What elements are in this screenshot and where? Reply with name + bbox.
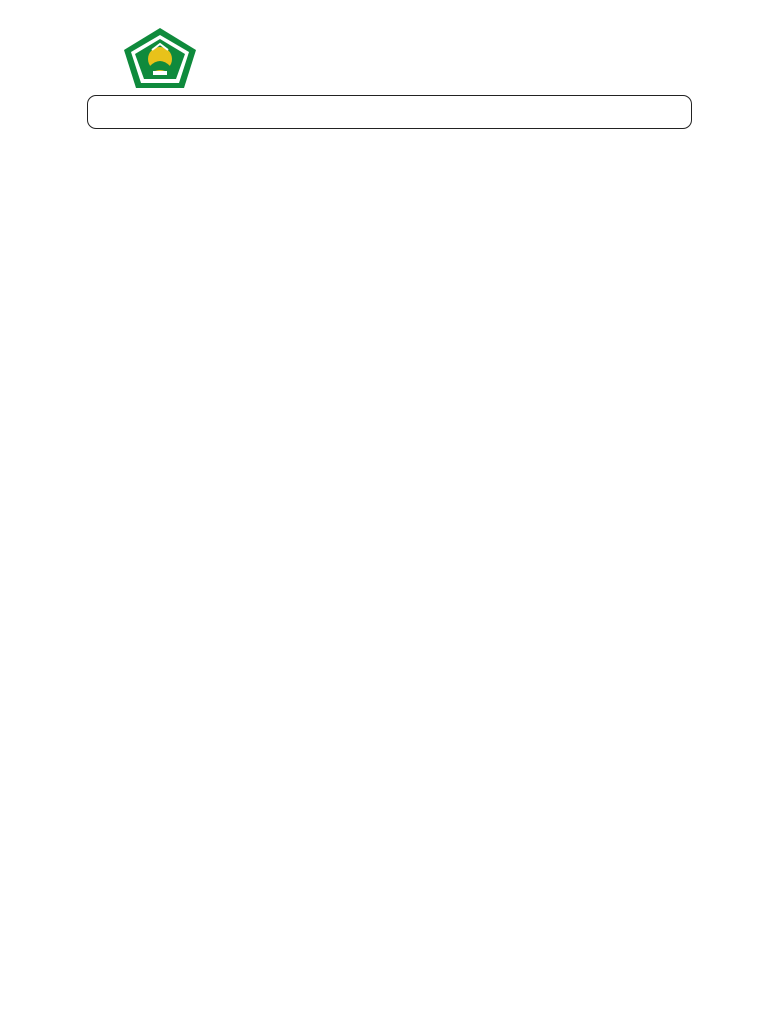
exam-info-box — [87, 95, 692, 129]
school-logo — [122, 26, 198, 90]
